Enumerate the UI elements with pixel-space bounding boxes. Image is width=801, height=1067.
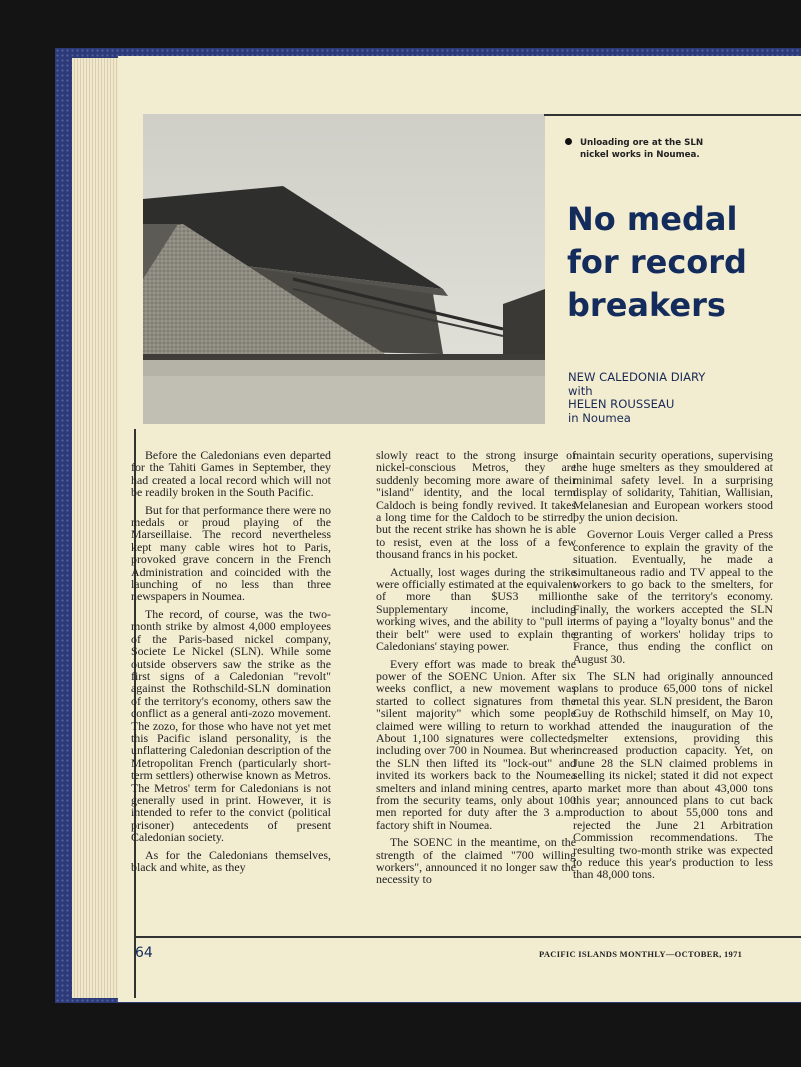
byline-line-2: with [568,383,593,398]
header-rule [544,114,801,116]
paragraph: slowly react to the strong insurge of nickel-conscious Metros, they are suddenly becoming more aware of their "island" identity, and the local term Caldoch is being fondly revived. It takes a long time for the Caldoch to be stirred, but the recent strike has shown he is able to resist, even at the loss of a few thousand francs in his pocket. [376,448,576,562]
page-number: 64 [135,945,153,961]
byline-line-3: HELEN ROUSSEAU [568,397,675,411]
paragraph: But for that performance there were no medals or proud playing of the Marseillaise. The record nevertheless kept many cable wires hot to Paris, provoked grave concern in the French Administration and coincided with the launching of no less than three newspapers in Noumea. [131,502,331,604]
paragraph: Every effort was made to break the power of the SOENC Union. After six weeks conflict, a new movement was started to collect signatures from the "silent majority" which some people claimed were willing to return to work. About 1,100 signatures were collected, including over 700 in Noumea. But when the SLN then lifted its "lock-out" and invited its workers back to the Noumea smelters and inland mining centres, apart from the security teams, only about 100 men reported for duty after the 3 a.m. factory shift in Noumea. [376,656,576,832]
paragraph: The SLN had originally announced plans to produce 65,000 tons of nickel metal this year. SLN president, the Baron Guy de Rothschild himself, on May 10, had attended the inauguration of the smelter extensions, providing this increased production capacity. Yet, on June 28 the SLN claimed problems in selling its nickel; stated it did not expect to market more than about 43,000 tons this year; announced plans to cut back production to about 55,000 tons and rejected the June 21 Arbitration Commission recommendations. The resulting two-month strike was expected to reduce this year's production to less than 48,000 tons. [573,668,773,882]
headline-line-1: No medal [567,200,738,238]
magazine-page [118,56,801,1002]
photo-caption [565,137,740,161]
article-column-1 [131,449,331,878]
paragraph: maintain security operations, supervising the huge smelters as they smouldered at minimal safety level. In a surprising display of solidarity, Tahitian, Wallisian, Melanesian and European workers stood by the union decision. [573,448,773,525]
paragraph: Actually, lost wages during the strike were officially estimated at the equivalent of more than $US3 million. Supplementary income, including working wives, and the ability to "pull in their belt" were used to explain the Caledonians' staying power. [376,564,576,654]
byline [568,371,705,425]
article-column-2 [376,449,576,891]
paragraph: The record, of course, was the two-month strike by almost 4,000 employees of the Paris-based nickel company, Societe Le Nickel (SLN). While some outside observers saw the strike as the first signs of a Caledonian "revolt" against the Rothschild-SLN domination of the territory's economy, others saw the conflict as a general anti-zozo movement. The zozo, for those who have not yet met this Pacific island personality, is the unflattering Caledonian description of the Metropolitan French (particularly short-term settlers) otherwise known as Metros. The Metros' term for Caledonians is not generally used in print. However, it is intended to refer to the convict (political prisoner) antecedents of present Caledonian society. [131,606,331,845]
headline-line-3: breakers [567,286,726,324]
byline-line-1: NEW CALEDONIA DIARY [568,370,706,384]
paragraph: The SOENC in the meantime, on the strength of the claimed "700 willing workers", announced it no longer saw the necessity to [376,835,576,887]
paragraph: Before the Caledonians even departed for the Tahiti Games in September, they had created a local record which will not be readily broken in the South Pacific. [131,448,331,500]
headline-line-2: for record [567,243,747,281]
byline-line-4: in Noumea [568,410,631,425]
caption-line-2: nickel works in Noumea. [580,150,700,160]
paragraph: Governor Louis Verger called a Press conference to explain the gravity of the situation. Eventually, he made a simultaneous radio and TV appeal to the workers to go back to the smelters, for the sake of the territory's economy. Finally, the workers accepted the SLN terms of paying a "loyalty bonus" and the granting of workers' holiday trips to France, thus ending the conflict on August 30. [573,527,773,666]
ore-unloading-photo [143,114,545,424]
article-headline [567,198,797,327]
article-column-3 [573,449,773,886]
publication-footer: PACIFIC ISLANDS MONTHLY—OCTOBER, 1971 [539,949,743,959]
paragraph: As for the Caledonians themselves, black and white, as they [131,847,331,874]
bullet-icon [565,138,572,145]
caption-line-1: Unloading ore at the SLN [580,138,704,148]
footer-rule [136,936,801,938]
